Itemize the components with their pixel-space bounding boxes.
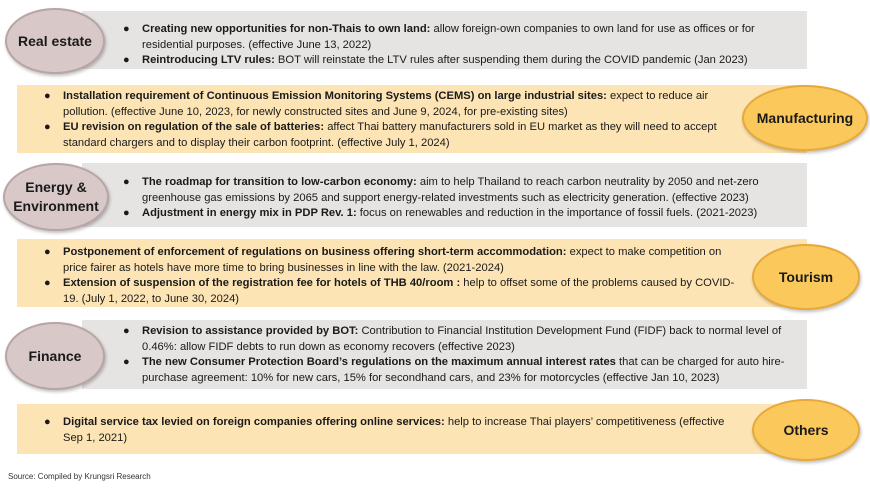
energy-label-oval — [3, 163, 109, 231]
list-item: ● The new Consumer Protection Board’s regulations on the maximum annual interest rates that can be charged for auto hire-purchase agreement: 10% for new cars, 15% for secondhand cars, and 23% for motorcycles (effective Jan 10, 2023) — [123, 356, 785, 384]
bullet-icon: ● — [44, 416, 51, 428]
list-item: ● Creating new opportunities for non-Thais to own land: allow foreign-own companies to own land for use as offices or for residential purposes. (effective June 13, 2022) — [123, 23, 755, 51]
manufacturing-bullets — [42, 89, 742, 151]
list-item: ● Revision to assistance provided by BOT: Contribution to Financial Institution Development Fund (FIDF) back to normal level of 0.46%: allow FIDF debts to run down as economy recovers (effective 2023) — [123, 325, 782, 353]
list-item: ● The roadmap for transition to low-carbon economy: aim to help Thailand to reach carbon neutrality by 2050 and net-zero greenhouse gas emissions by 2065 and support energy-related investments such as electricity generation. (effective 2023) — [123, 176, 759, 204]
bullet-icon: ● — [123, 176, 130, 188]
list-item: ● Digital service tax levied on foreign companies offering online services: help to increase Thai players’ competitiveness (effective Sep 1, 2021) — [44, 416, 725, 444]
manufacturing-label-oval — [742, 85, 868, 151]
bullet-icon: ● — [44, 277, 51, 289]
real-estate-label: Real estate — [18, 32, 92, 49]
energy-bullets — [121, 175, 791, 222]
list-item: ● EU revision on regulation of the sale of batteries: affect Thai battery manufacturers sold in EU market as they will need to accept standard chargers and to display their carbon footprint. (effective July 1, 2024) — [44, 121, 717, 149]
list-item: ● Extension of suspension of the registration fee for hotels of THB 40/room : help to offset some of the problems caused by COVID-19. (July 1, 2022, to June 30, 2024) — [44, 277, 735, 305]
tourism-label-oval — [752, 244, 860, 310]
finance-label: Finance — [28, 347, 82, 364]
bullet-icon: ● — [44, 121, 51, 133]
bullet-icon: ● — [44, 90, 51, 102]
others-label-oval — [752, 399, 860, 461]
others-bullets — [42, 415, 732, 446]
bullet-icon: ● — [123, 356, 130, 368]
energy-label: Energy & Environment — [13, 179, 99, 214]
bullet-icon: ● — [123, 54, 130, 66]
list-item: ● Reintroducing LTV rules: BOT will reinstate the LTV rules after suspending them during the COVID pandemic (Jan 2023) — [121, 53, 791, 69]
finance-bullets — [121, 324, 791, 386]
real-estate-bullets — [121, 22, 791, 69]
bullet-icon: ● — [123, 325, 130, 337]
list-item: ● Postponement of enforcement of regulations on business offering short-term accommodation: expect to make competition on price fairer as hotels have more time to bring businesses in line with the law. (2021-2024) — [44, 246, 722, 274]
bullet-icon: ● — [44, 246, 51, 258]
list-item: ● Installation requirement of Continuous Emission Monitoring Systems (CEMS) on large industrial sites: expect to reduce air pollution. (effective June 10, 2023, for newly constructed sites and June 9, 2024, for pre-existing sites) — [44, 90, 709, 118]
source-note: Source: Compiled by Krungsri Research — [8, 472, 151, 481]
others-label: Others — [783, 421, 829, 438]
tourism-bullets — [42, 245, 742, 307]
finance-label-oval — [5, 322, 105, 390]
tourism-label: Tourism — [778, 268, 834, 285]
bullet-icon: ● — [123, 207, 130, 219]
real-estate-label-oval — [5, 8, 105, 74]
bullet-icon: ● — [123, 23, 130, 35]
manufacturing-label: Manufacturing — [756, 109, 854, 126]
list-item: ● Adjustment in energy mix in PDP Rev. 1: focus on renewables and reduction in the importance of fossil fuels. (2021-2023) — [121, 206, 791, 222]
